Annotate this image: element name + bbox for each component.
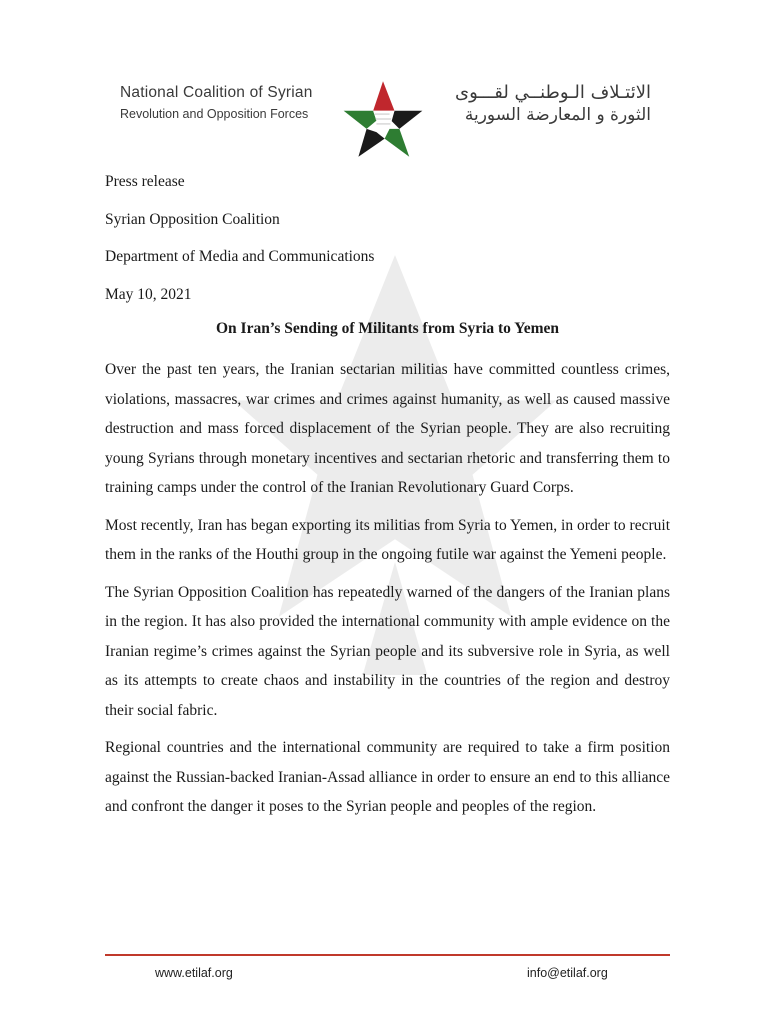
org-name-arabic xyxy=(455,82,651,125)
doc-type: Press release xyxy=(105,173,185,190)
paragraph: Regional countries and the international community are required to take a firm position against the Russian-backed Iranian-Assad alliance in order to ensure an end to this alliance and confront the danger it poses to the Syrian people and peoples of the region. xyxy=(105,739,670,815)
footer-email-link[interactable]: info@etilaf.org xyxy=(527,966,608,980)
footer-website-link[interactable]: www.etilaf.org xyxy=(155,966,233,980)
issuer: Syrian Opposition Coalition xyxy=(105,210,280,228)
release-date: May 10, 2021 xyxy=(105,285,192,303)
coalition-star-logo-icon xyxy=(342,78,424,160)
paragraph: Over the past ten years, the Iranian sectarian militias have committed countless crimes, violations, massacres, war crimes and crimes against humanity, as well as caused massive destruction and mass forced displacement of the Syrian people. They are also recruiting young Syrians through monetary incentives and sectarian rhetoric and transferring them to training camps under the control of the Iranian Revolutionary Guard Corps. xyxy=(105,361,670,496)
press-release-meta xyxy=(105,172,374,322)
org-name-ar-line1: الائتـلاف الـوطنــي لقـــوى xyxy=(455,82,651,103)
document-body xyxy=(105,355,670,830)
footer-divider xyxy=(105,954,670,956)
org-name-english xyxy=(120,84,313,121)
paragraph: The Syrian Opposition Coalition has repeatedly warned of the dangers of the Iranian plans in the region. It has also provided the international community with ample evidence on the Iranian regime’s crimes against the Syrian people and its subversive role in Syria, as well as its attempts to create chaos and instability in the countries of the region and destroy their social fabric. xyxy=(105,583,670,719)
paragraph: Most recently, Iran has began exporting its militias from Syria to Yemen, in order to recruit them in the ranks of the Houthi group in the ongoing futile war against the Yemeni people. xyxy=(105,516,670,563)
document-title: On Iran’s Sending of Militants from Syria to Yemen xyxy=(215,320,559,337)
department: Department of Media and Communications xyxy=(105,248,375,265)
org-name-ar-line2: الثورة و المعارضة السورية xyxy=(464,105,651,125)
letterhead xyxy=(0,38,775,138)
org-name-en-line2: Revolution and Opposition Forces xyxy=(120,107,309,121)
org-name-en-line1: National Coalition of Syrian xyxy=(120,84,313,101)
